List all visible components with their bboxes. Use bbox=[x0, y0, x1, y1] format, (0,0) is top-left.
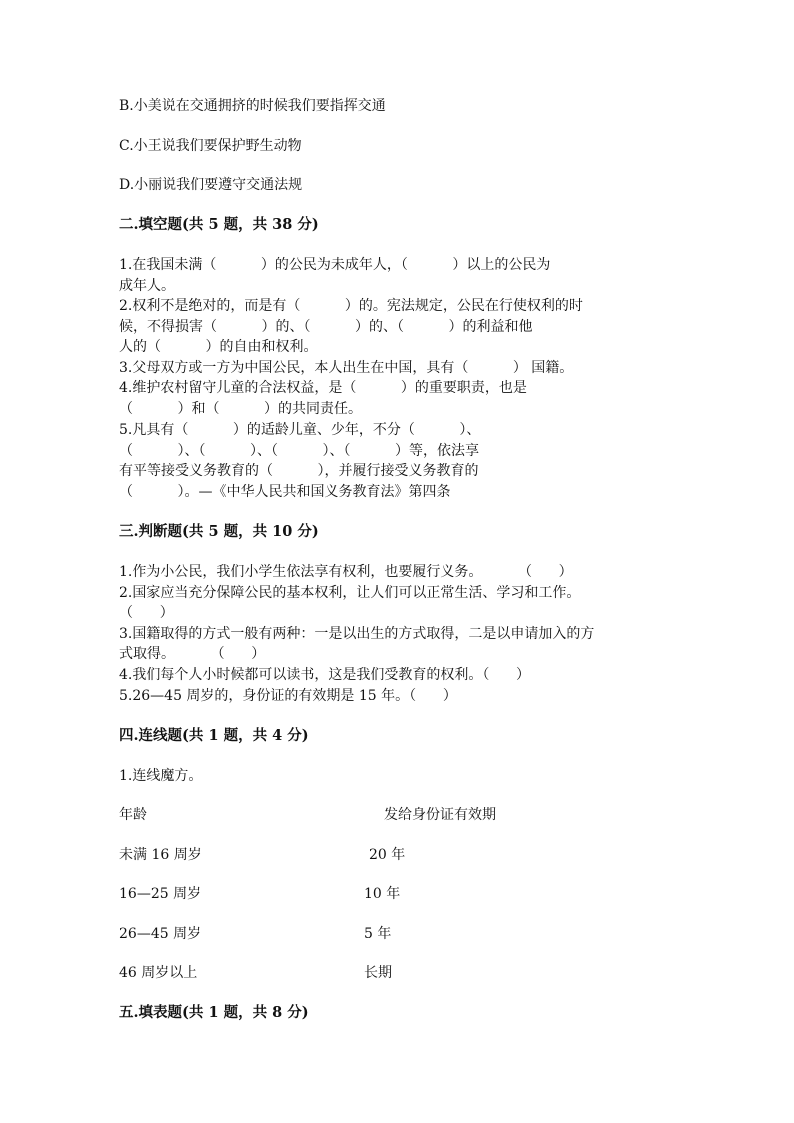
col-right-header: 发给身份证有效期 bbox=[384, 807, 496, 823]
section-heading-matching: 四.连线题(共 1 题，共 4 分) bbox=[119, 727, 309, 744]
judge-line: 3.国籍取得的方式一般有两种：一是以出生的方式取得，二是以申请加入的方 bbox=[119, 626, 595, 642]
fill-line: 人的（ ）的自由和权利。 bbox=[119, 339, 318, 355]
fill-line: 3.父母双方或一方为中国公民，本人出生在中国，具有（ ） 国籍。 bbox=[119, 360, 574, 376]
col-left-header: 年龄 bbox=[119, 807, 147, 823]
section-heading-fill-in: 二.填空题(共 5 题，共 38 分) bbox=[119, 216, 319, 233]
fill-line: 有平等接受义务教育的（ ），并履行接受义务教育的 bbox=[119, 463, 479, 479]
match-right-item: 长期 bbox=[364, 965, 392, 981]
fill-line: 4.维护农村留守儿童的合法权益，是（ ）的重要职责，也是 bbox=[119, 380, 527, 396]
match-left-item: 未满 16 周岁 bbox=[119, 847, 202, 863]
judge-line: 2.国家应当充分保障公民的基本权利，让人们可以正常生活、学习和工作。 bbox=[119, 585, 581, 601]
option-d: D.小丽说我们要遵守交通法规 bbox=[119, 177, 303, 193]
match-right-item: 10 年 bbox=[364, 886, 401, 902]
match-right-item: 20 年 bbox=[369, 847, 406, 863]
match-right-item: 5 年 bbox=[364, 926, 392, 942]
fill-line: （ ）和（ ）的共同责任。 bbox=[119, 401, 363, 417]
fill-line: （ ）。—《中华人民共和国义务教育法》第四条 bbox=[119, 484, 451, 500]
match-left-item: 16—25 周岁 bbox=[119, 886, 202, 902]
fill-line: 成年人。 bbox=[119, 278, 175, 294]
judge-line: （ ） bbox=[119, 605, 174, 621]
section-heading-table: 五.填表题(共 1 题，共 8 分) bbox=[119, 1004, 309, 1021]
judge-line: 4.我们每个人小时候都可以读书，这是我们受教育的权利。（ ） bbox=[119, 667, 531, 683]
matching-question: 1.连线魔方。 bbox=[119, 768, 203, 784]
fill-line: 2.权利不是绝对的，而是有（ ）的。宪法规定，公民在行使权利的时 bbox=[119, 298, 583, 314]
fill-line: 1.在我国未满（ ）的公民为未成年人，（ ）以上的公民为 bbox=[119, 257, 551, 273]
judge-line: 1.作为小公民，我们小学生依法享有权利，也要履行义务。 （ ） bbox=[119, 564, 573, 580]
judge-line: 5.26—45 周岁的，身份证的有效期是 15 年。（ ） bbox=[119, 688, 457, 704]
option-b: B.小美说在交通拥挤的时候我们要指挥交通 bbox=[119, 98, 386, 114]
fill-line: （ ）、（ ）、（ ）、（ ）等，依法享 bbox=[119, 443, 480, 459]
option-c: C.小王说我们要保护野生动物 bbox=[119, 138, 302, 154]
section-heading-true-false: 三.判断题(共 5 题，共 10 分) bbox=[119, 523, 319, 540]
match-left-item: 26—45 周岁 bbox=[119, 926, 202, 942]
judge-line: 式取得。 （ ） bbox=[119, 646, 266, 662]
fill-line: 候，不得损害（ ）的、（ ）的、（ ）的利益和他 bbox=[119, 319, 533, 335]
fill-line: 5.凡具有（ ）的适龄儿童、少年，不分（ ）、 bbox=[119, 422, 481, 438]
match-left-item: 46 周岁以上 bbox=[119, 965, 198, 981]
